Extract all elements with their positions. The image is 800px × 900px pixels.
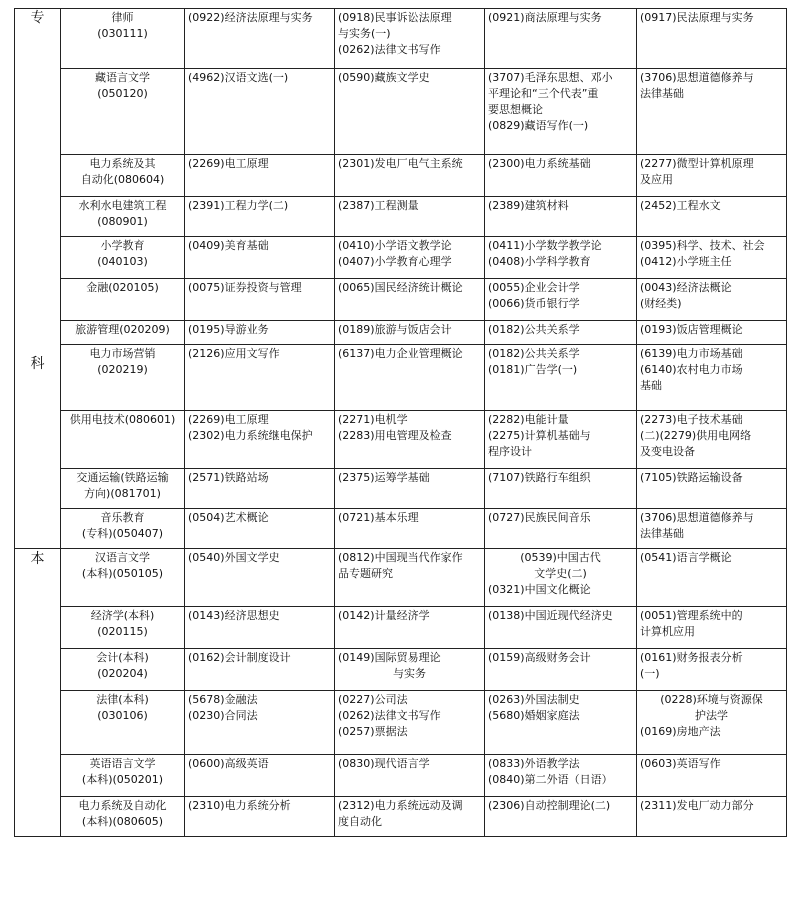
course-line: (0051)管理系统中的	[640, 609, 743, 622]
major-name-line: 交通运输(铁路运输	[76, 471, 169, 484]
major-name-line: (030106)	[97, 709, 148, 722]
course-cell	[185, 155, 335, 197]
course-line: (0161)财务报表分析	[640, 651, 743, 664]
course-line: (2311)发电厂动力部分	[640, 799, 754, 812]
course-line: (0409)美育基础	[188, 239, 269, 252]
course-line: (2271)电机学	[338, 413, 408, 426]
course-cell	[335, 279, 485, 321]
course-cell	[485, 197, 637, 237]
course-line: (0840)第二外语（日语）	[488, 773, 613, 786]
course-line: (2391)工程力学(二)	[188, 199, 289, 212]
course-line: (0830)现代语言学	[338, 757, 430, 770]
course-line: (一)	[640, 667, 660, 680]
course-cell	[335, 321, 485, 345]
course-line: (0169)房地产法	[640, 725, 721, 738]
course-line: (0195)导游业务	[188, 323, 269, 336]
major-name-line: (020115)	[97, 625, 148, 638]
table-row	[15, 155, 787, 197]
course-line: (0917)民法原理与实务	[640, 11, 754, 24]
table-row	[15, 69, 787, 155]
course-cell	[485, 9, 637, 69]
major-cell	[61, 321, 185, 345]
course-line: (0262)法律文书写作	[338, 43, 441, 56]
course-cell	[485, 649, 637, 691]
course-line: (0055)企业会计学	[488, 281, 580, 294]
course-cell	[637, 549, 787, 607]
major-cell	[61, 237, 185, 279]
major-name-line: 法律(本科)	[96, 693, 149, 706]
course-line: (0182)公共关系学	[488, 323, 580, 336]
course-line: 法律基础	[640, 527, 684, 540]
course-line: (0411)小学数学教学论	[488, 239, 602, 252]
course-line: 计算机应用	[640, 625, 695, 638]
course-cell	[637, 69, 787, 155]
major-cell	[61, 691, 185, 755]
course-cell	[335, 345, 485, 411]
course-line: (0159)高级财务会计	[488, 651, 591, 664]
course-cell	[185, 755, 335, 797]
major-cell	[61, 549, 185, 607]
course-cell	[637, 509, 787, 549]
course-line: (0143)经济思想史	[188, 609, 280, 622]
course-line: (0162)会计制度设计	[188, 651, 291, 664]
table-row	[15, 649, 787, 691]
course-line: 与实务	[393, 667, 426, 680]
course-cell	[637, 469, 787, 509]
course-line: (2275)计算机基础与	[488, 429, 591, 442]
course-cell	[485, 69, 637, 155]
course-line: (0407)小学教育心理学	[338, 255, 452, 268]
major-name-line: 音乐教育	[100, 511, 145, 524]
course-line: (2283)用电管理及检查	[338, 429, 452, 442]
major-cell	[61, 197, 185, 237]
course-cell	[637, 797, 787, 837]
major-name-line: (本科)(080605)	[81, 815, 164, 828]
course-cell	[335, 69, 485, 155]
major-name-line: 会计(本科)	[96, 651, 149, 664]
course-line: (0181)广告学(一)	[488, 363, 578, 376]
course-line: (2269)电工原理	[188, 157, 269, 170]
course-cell	[637, 607, 787, 649]
table-row	[15, 607, 787, 649]
course-cell	[185, 345, 335, 411]
course-cell	[485, 321, 637, 345]
table-row	[15, 197, 787, 237]
table-row	[15, 321, 787, 345]
course-line: (0590)藏族文学史	[338, 71, 430, 84]
course-line: 品专题研究	[338, 567, 393, 580]
zhuanke-level-label: 专	[30, 10, 45, 26]
major-name-line: (030111)	[97, 27, 148, 40]
course-cell	[185, 607, 335, 649]
course-cell	[185, 237, 335, 279]
course-cell	[637, 9, 787, 69]
major-name-line: 电力市场营销	[89, 347, 156, 360]
major-cell	[61, 797, 185, 837]
major-name-line: 水利水电建筑工程	[78, 199, 167, 212]
table-row	[15, 411, 787, 469]
course-cell	[637, 197, 787, 237]
course-cell	[485, 797, 637, 837]
table-row	[15, 509, 787, 549]
course-cell	[637, 649, 787, 691]
course-cell	[485, 411, 637, 469]
course-cell	[637, 411, 787, 469]
course-cell	[185, 69, 335, 155]
course-cell	[335, 797, 485, 837]
course-line: (0263)外国法制史	[488, 693, 580, 706]
course-cell	[485, 279, 637, 321]
course-line: (3707)毛泽东思想、邓小	[488, 71, 613, 84]
course-line: 及变电设备	[640, 445, 695, 458]
course-cell	[637, 691, 787, 755]
course-cell	[185, 411, 335, 469]
course-line: (6137)电力企业管理概论	[338, 347, 463, 360]
course-line: (2277)微型计算机原理	[640, 157, 754, 170]
course-line: (3706)思想道德修养与	[640, 511, 754, 524]
course-cell	[335, 607, 485, 649]
major-cell	[61, 755, 185, 797]
course-line: 平理论和“三个代表”重	[488, 87, 599, 100]
course-line: (0066)货币银行学	[488, 297, 580, 310]
major-name-line: (本科)(050201)	[81, 773, 164, 786]
major-name-line: (专科)(050407)	[81, 527, 164, 540]
course-line: (0833)外语教学法	[488, 757, 580, 770]
course-line: (2312)电力系统远动及调	[338, 799, 463, 812]
course-line: (0721)基本乐理	[338, 511, 419, 524]
course-line: 及应用	[640, 173, 673, 186]
course-line: (0918)民事诉讼法原理	[338, 11, 452, 24]
course-schedule-table	[14, 8, 787, 837]
course-cell	[335, 411, 485, 469]
course-cell	[485, 237, 637, 279]
course-line: (财经类)	[640, 297, 682, 310]
course-cell	[185, 691, 335, 755]
major-name-line: (040103)	[97, 255, 148, 268]
course-line: (0230)合同法	[188, 709, 258, 722]
major-name-line: (050120)	[97, 87, 148, 100]
course-line: (3706)思想道德修养与	[640, 71, 754, 84]
course-cell	[637, 755, 787, 797]
course-line: (2273)电子技术基础	[640, 413, 743, 426]
major-cell	[61, 509, 185, 549]
course-line: (0727)民族民间音乐	[488, 511, 591, 524]
course-line: (0921)商法原理与实务	[488, 11, 602, 24]
course-line: (2126)应用文写作	[188, 347, 280, 360]
course-line: (2269)电工原理	[188, 413, 269, 426]
course-cell	[335, 155, 485, 197]
course-cell	[335, 237, 485, 279]
table-row	[15, 237, 787, 279]
major-name-line: 旅游管理(020209)	[75, 323, 170, 336]
zhuanke-level-cell	[15, 9, 61, 549]
course-line: (0189)旅游与饭店会计	[338, 323, 452, 336]
course-line: (0922)经济法原理与实务	[188, 11, 313, 24]
major-name-line: (本科)(050105)	[81, 567, 164, 580]
course-cell	[185, 197, 335, 237]
major-name-line: 方向)(081701)	[84, 487, 161, 500]
major-cell	[61, 279, 185, 321]
course-cell	[485, 345, 637, 411]
course-line: (0065)国民经济统计概论	[338, 281, 463, 294]
course-cell	[185, 549, 335, 607]
table-row	[15, 755, 787, 797]
course-cell	[637, 155, 787, 197]
course-line: (4962)汉语文选(一)	[188, 71, 289, 84]
major-cell	[61, 607, 185, 649]
course-cell	[185, 279, 335, 321]
course-line: (0541)语言学概论	[640, 551, 732, 564]
course-cell	[185, 797, 335, 837]
course-cell	[637, 321, 787, 345]
course-cell	[637, 279, 787, 321]
major-name-line: (020219)	[97, 363, 148, 376]
course-line: (0603)英语写作	[640, 757, 721, 770]
course-line: (0257)票据法	[338, 725, 408, 738]
course-line: (2571)铁路站场	[188, 471, 269, 484]
course-line: (二)(2279)供用电网络	[640, 429, 752, 442]
course-line: (2306)自动控制理论(二)	[488, 799, 611, 812]
course-line: (0539)中国古代	[520, 551, 601, 564]
major-cell	[61, 649, 185, 691]
course-line: (0412)小学班主任	[640, 255, 732, 268]
benke-level-cell	[15, 549, 61, 837]
course-line: (2389)建筑材料	[488, 199, 569, 212]
table-row	[15, 279, 787, 321]
course-line: (0182)公共关系学	[488, 347, 580, 360]
course-line: (0142)计量经济学	[338, 609, 430, 622]
course-line: (2387)工程测量	[338, 199, 419, 212]
course-cell	[335, 549, 485, 607]
course-line: (7107)铁路行车组织	[488, 471, 591, 484]
course-line: (6140)农村电力市场	[640, 363, 743, 376]
course-cell	[185, 469, 335, 509]
course-line: 与实务(一)	[338, 27, 391, 40]
major-name-line: 英语语言文学	[89, 757, 156, 770]
major-name-line: 电力系统及自动化	[78, 799, 167, 812]
major-cell	[61, 9, 185, 69]
major-name-line: 经济学(本科)	[90, 609, 155, 622]
course-line: 要思想概论	[488, 103, 543, 116]
course-cell	[485, 469, 637, 509]
course-line: (2452)工程水文	[640, 199, 721, 212]
course-line: (0600)高级英语	[188, 757, 269, 770]
major-cell	[61, 69, 185, 155]
course-line: (0043)经济法概论	[640, 281, 732, 294]
course-cell	[335, 9, 485, 69]
course-line: (0228)环境与资源保	[660, 693, 763, 706]
course-line: (0395)科学、技术、社会	[640, 239, 765, 252]
major-name-line: 电力系统及其	[89, 157, 156, 170]
course-cell	[185, 509, 335, 549]
major-name-line: 律师	[111, 11, 134, 24]
course-line: (2310)电力系统分析	[188, 799, 291, 812]
course-cell	[335, 691, 485, 755]
course-cell	[485, 755, 637, 797]
course-line: (7105)铁路运输设备	[640, 471, 743, 484]
course-cell	[485, 155, 637, 197]
course-line: (0321)中国文化概论	[488, 583, 591, 596]
course-line: (2302)电力系统继电保护	[188, 429, 313, 442]
course-cell	[335, 197, 485, 237]
course-line: (0410)小学语文教学论	[338, 239, 452, 252]
course-cell	[185, 321, 335, 345]
table-row	[15, 345, 787, 411]
major-cell	[61, 345, 185, 411]
course-cell	[185, 9, 335, 69]
course-cell	[185, 649, 335, 691]
course-cell	[637, 345, 787, 411]
course-cell	[335, 649, 485, 691]
course-line: (0075)证券投资与管理	[188, 281, 302, 294]
course-line: (0138)中国近现代经济史	[488, 609, 613, 622]
course-cell	[335, 755, 485, 797]
table-row	[15, 797, 787, 837]
major-name-line: 小学教育	[100, 239, 145, 252]
course-line: (0262)法律文书写作	[338, 709, 441, 722]
course-line: (2301)发电厂电气主系统	[338, 157, 463, 170]
course-cell	[485, 607, 637, 649]
course-line: (0149)国际贸易理论	[338, 651, 441, 664]
course-line: (0227)公司法	[338, 693, 408, 706]
course-line: (6139)电力市场基础	[640, 347, 743, 360]
major-name-line: 金融(020105)	[86, 281, 159, 294]
course-line: 护法学	[695, 709, 728, 722]
course-line: (2300)电力系统基础	[488, 157, 591, 170]
course-line: (0193)饭店管理概论	[640, 323, 743, 336]
course-line: (0829)藏语写作(一)	[488, 119, 589, 132]
major-cell	[61, 469, 185, 509]
course-cell	[637, 237, 787, 279]
major-name-line: 自动化(080604)	[80, 173, 165, 186]
benke-level-label: 本	[30, 551, 45, 567]
major-name-line: 藏语言文学	[95, 71, 150, 84]
table-row	[15, 9, 787, 69]
course-line: (2282)电能计量	[488, 413, 569, 426]
course-line: (5678)金融法	[188, 693, 258, 706]
table-row	[15, 549, 787, 607]
course-line: (5680)婚姻家庭法	[488, 709, 580, 722]
table-row	[15, 469, 787, 509]
table-row	[15, 691, 787, 755]
course-cell	[335, 509, 485, 549]
course-line: (2375)运筹学基础	[338, 471, 430, 484]
exam-course-document	[14, 8, 786, 837]
course-line: (0540)外国文学史	[188, 551, 280, 564]
course-line: 法律基础	[640, 87, 684, 100]
zhuanke-level-label: 科	[30, 356, 45, 372]
course-line: 基础	[640, 379, 662, 392]
course-line: 度自动化	[338, 815, 382, 828]
major-name-line: 供用电技术(080601)	[69, 413, 176, 426]
course-line: (0504)艺术概论	[188, 511, 269, 524]
major-name-line: (020204)	[97, 667, 148, 680]
course-line: (0812)中国现当代作家作	[338, 551, 463, 564]
course-line: (0408)小学科学教育	[488, 255, 591, 268]
major-cell	[61, 155, 185, 197]
course-cell	[485, 549, 637, 607]
major-cell	[61, 411, 185, 469]
major-name-line: 汉语言文学	[95, 551, 150, 564]
course-line: 文学史(二)	[534, 567, 587, 580]
course-cell	[485, 509, 637, 549]
course-cell	[485, 691, 637, 755]
major-name-line: (080901)	[97, 215, 148, 228]
course-cell	[335, 469, 485, 509]
course-line: 程序设计	[488, 445, 532, 458]
